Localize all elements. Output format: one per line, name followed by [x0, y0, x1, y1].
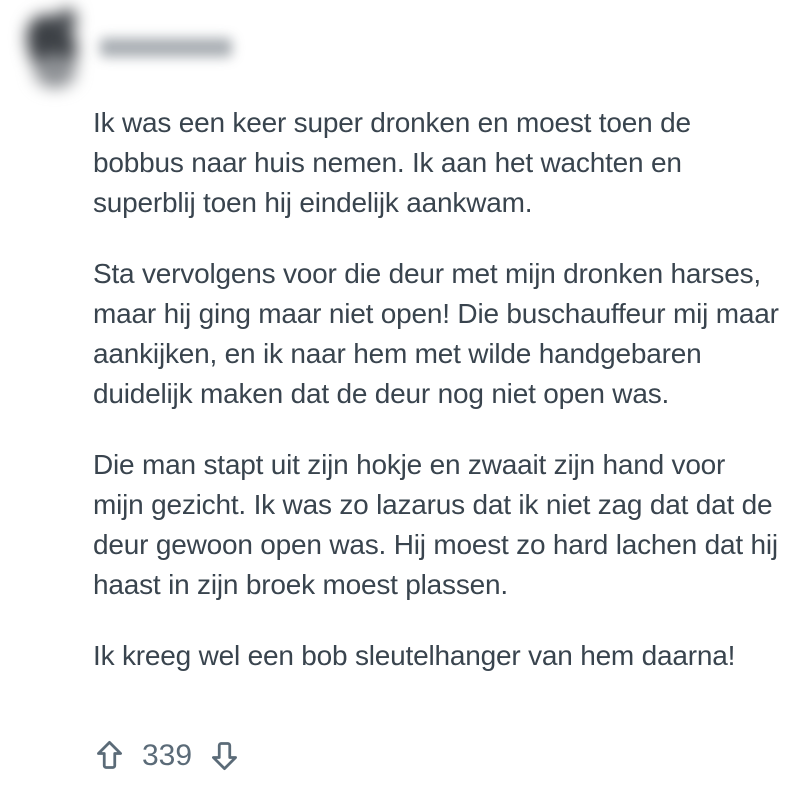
avatar-blur-shape: [34, 54, 76, 88]
paragraph: Ik kreeg wel een bob sleutelhanger van hem daarna!: [93, 640, 736, 671]
avatar[interactable]: [12, 6, 94, 92]
upvote-icon[interactable]: [92, 737, 127, 774]
post-body: [93, 103, 783, 707]
vote-row: [92, 737, 242, 774]
downvote-icon[interactable]: [207, 737, 242, 774]
paragraph: Die man stapt uit zijn hokje en zwaait zijn hand voor mijn gezicht. Ik was zo lazarus dat ik niet zag dat dat de deur gewoon open was. Hij moest zo hard lachen dat hij haast in zijn broek moest plassen.: [93, 449, 778, 600]
paragraph: Ik was een keer super dronken en moest toen de bobbus naar huis nemen. Ik aan het wachten en superblij toen hij eindelijk aankwam.: [93, 107, 691, 218]
vote-count: 339: [142, 738, 193, 772]
paragraph: Sta vervolgens voor die deur met mijn dronken harses, maar hij ging maar niet open! Die buschauffeur mij maar aankijken, en ik naar hem met wilde handgebaren duidelijk maken dat de deur nog niet open was.: [93, 258, 779, 409]
username-redacted[interactable]: [100, 38, 232, 57]
